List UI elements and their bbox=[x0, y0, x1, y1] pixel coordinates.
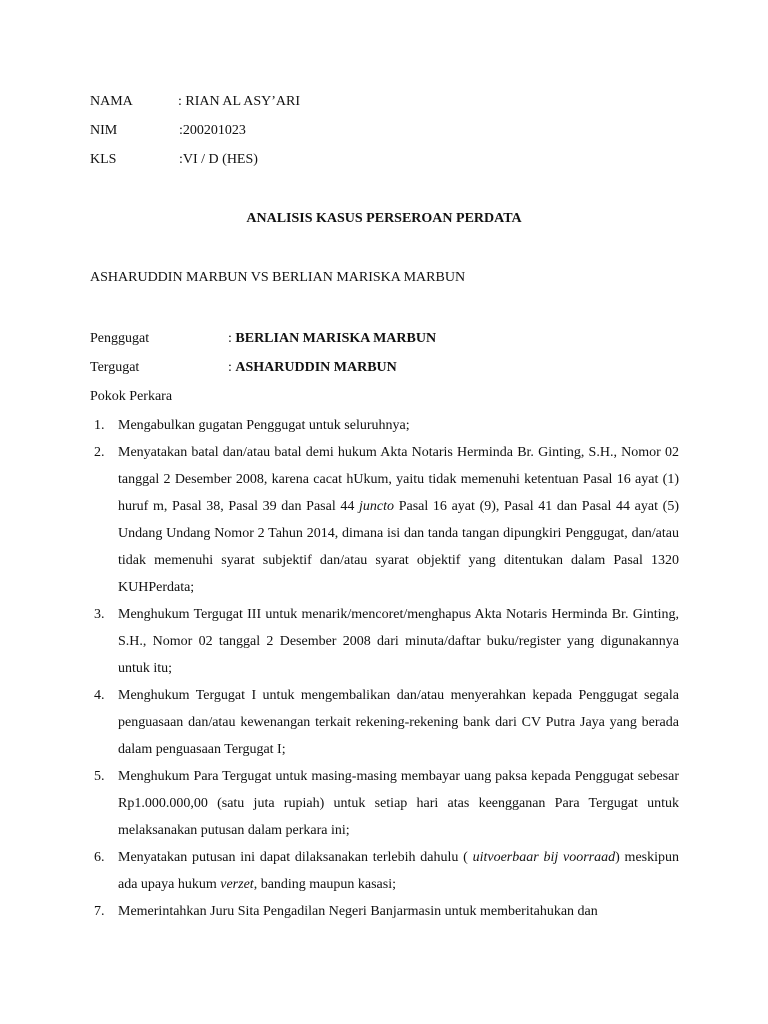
penggugat-label: Penggugat bbox=[90, 331, 150, 346]
nim-row bbox=[90, 123, 246, 139]
tergugat-value: ASHARUDDIN MARBUN bbox=[235, 360, 397, 375]
penggugat-row bbox=[90, 331, 436, 347]
list-number: 4. bbox=[94, 688, 105, 703]
penggugat-colon: : bbox=[228, 331, 236, 346]
list-text: Menghukum Tergugat III untuk menarik/mencoret/menghapus Akta Notaris Herminda Br. Ginting, S.H., Nomor 02 tanggal 2 Desember 2008 dari minuta/daftar buku/register yang digunakannya untuk itu; bbox=[118, 607, 679, 676]
list-text: Mengabulkan gugatan Penggugat untuk seluruhnya; bbox=[118, 418, 410, 433]
list-item bbox=[90, 439, 679, 601]
list-number: 2. bbox=[94, 445, 105, 460]
pokok-perkara-heading: Pokok Perkara bbox=[90, 389, 173, 404]
list-item bbox=[90, 412, 679, 439]
kls-row bbox=[90, 152, 258, 168]
list-number: 3. bbox=[94, 607, 105, 622]
nama-row bbox=[90, 94, 300, 110]
kls-value: :VI / D (HES) bbox=[179, 152, 258, 167]
list-text-italic: verzet bbox=[220, 877, 254, 892]
list-item bbox=[90, 601, 679, 682]
list-number: 7. bbox=[94, 904, 105, 919]
list-item bbox=[90, 682, 679, 763]
list-text: Menyatakan batal dan/atau batal demi hukum Akta Notaris Herminda Br. Ginting, S.H., Nomor 02 tanggal 2 Desember 2008, karena cacat hUkum, yaitu tidak memenuhi ketentuan Pasal 16 ayat (1) huruf m, Pasal 38, Pasal 39 dan Pasal 44 bbox=[118, 445, 679, 514]
list-text: Menghukum Tergugat I untuk mengembalikan dan/atau menyerahkan kepada Penggugat segala penguasaan dan/atau kewenangan terkait rekening-rekening bank dari CV Putra Jaya yang berada dalam penguasaan Tergugat I; bbox=[118, 688, 679, 757]
case-name: ASHARUDDIN MARBUN VS BERLIAN MARISKA MARBUN bbox=[90, 270, 466, 285]
list-text-italic: uitvoerbaar bij voorraad bbox=[472, 850, 616, 865]
list-text: , banding maupun kasasi; bbox=[253, 877, 396, 892]
list-item bbox=[90, 763, 679, 844]
penggugat-value: BERLIAN MARISKA MARBUN bbox=[235, 331, 437, 346]
list-number: 6. bbox=[94, 850, 105, 865]
list-text-italic: juncto bbox=[359, 499, 395, 514]
nama-label: NAMA bbox=[90, 94, 133, 109]
list-number: 5. bbox=[94, 769, 105, 784]
list-text: ) meskipun ada upaya hukum bbox=[118, 850, 679, 892]
list-text: Menyatakan putusan ini dapat dilaksanakan terlebih dahulu ( bbox=[118, 850, 473, 865]
tergugat-label: Tergugat bbox=[90, 360, 140, 375]
list-text: Pasal 16 ayat (9), Pasal 41 dan Pasal 44 ayat (5) Undang Undang Nomor 2 Tahun 2014, dimana isi dan tanda tangan dipungkiri Penggugat, dan/atau tidak memenuhi syarat subjektif dan/atau syarat objektif yang ditentukan dalam Pasal 1320 KUHPerdata; bbox=[118, 499, 679, 595]
nama-value: : RIAN AL ASY’ARI bbox=[178, 94, 300, 109]
pokok-perkara-list bbox=[90, 412, 679, 925]
kls-label: KLS bbox=[90, 152, 117, 167]
tergugat-row bbox=[90, 360, 397, 376]
list-text: Memerintahkan Juru Sita Pengadilan Negeri Banjarmasin untuk memberitahukan dan bbox=[118, 904, 598, 919]
tergugat-colon: : bbox=[228, 360, 236, 375]
list-item bbox=[90, 898, 679, 925]
nim-value: :200201023 bbox=[179, 123, 246, 138]
list-text: Menghukum Para Tergugat untuk masing-masing membayar uang paksa kepada Penggugat sebesar Rp1.000.000,00 (satu juta rupiah) untuk setiap hari atas keengganan Para Tergugat untuk melaksanakan putusan dalam perkara ini; bbox=[118, 769, 679, 838]
nim-label: NIM bbox=[90, 123, 118, 138]
list-number: 1. bbox=[94, 418, 105, 433]
list-item bbox=[90, 844, 679, 898]
document-title: ANALISIS KASUS PERSEROAN PERDATA bbox=[246, 211, 522, 226]
